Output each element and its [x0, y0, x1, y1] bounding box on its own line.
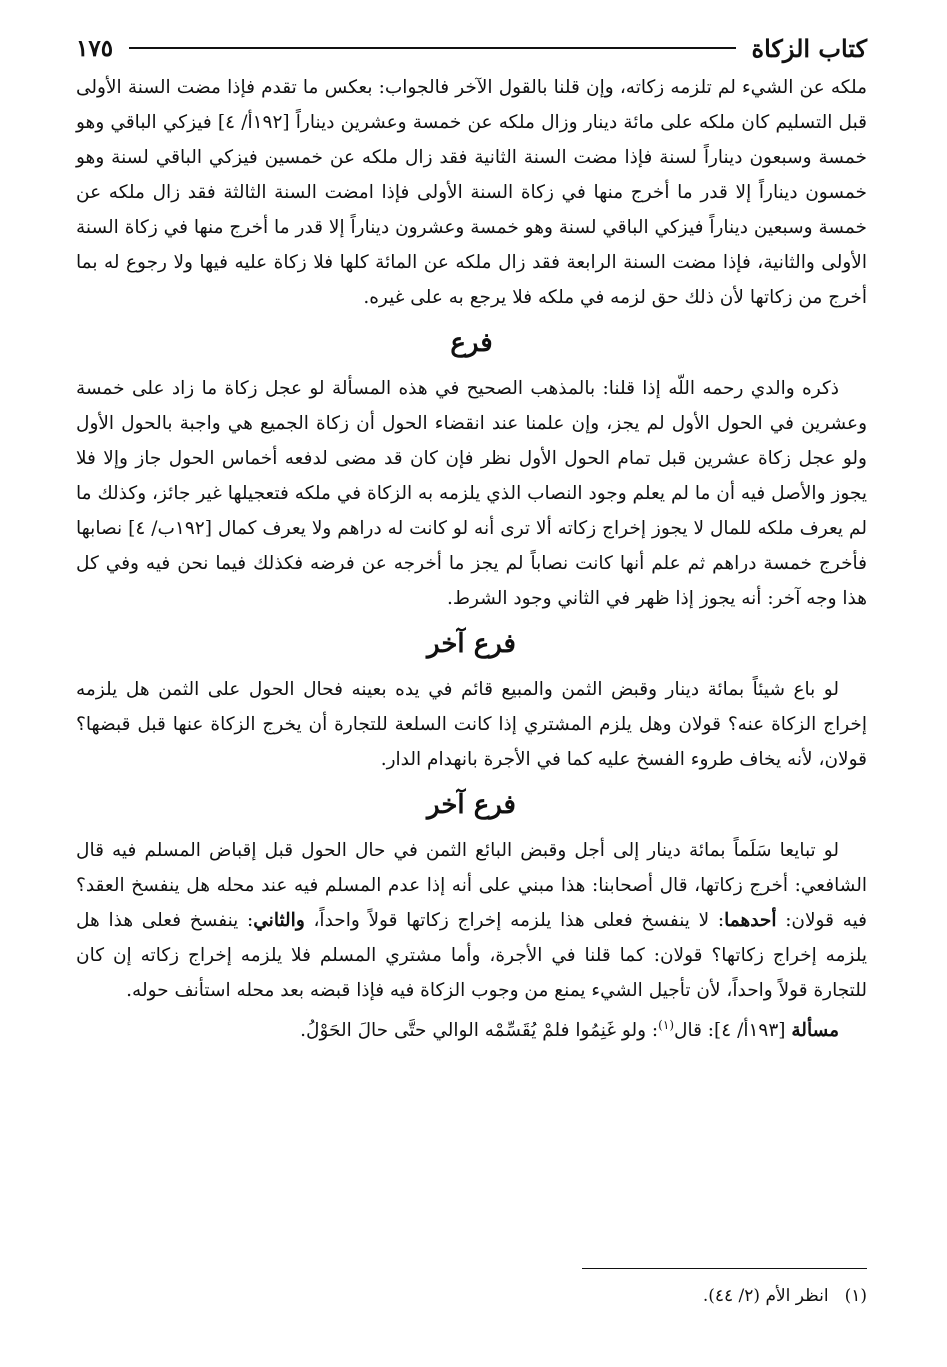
masala-label: مسألة [791, 1020, 839, 1042]
paragraph-far: ذكره والدي رحمه اللّه إذا قلنا: بالمذهب الصحيح في هذه المسألة لو عجل زكاة ما زاد على خمسة وعشرين في الحول الأول لم يجز، وإن علمنا عند انقضاء الحول أن زكاة الجميع هي واجبة بالحول الأول ولو عجل زكاة عشرين قبل تمام الحول الأول نظر فإن كان قد مضى لدفعه أخماس الحول جاز وإلا فلا يجوز والأصل فيه أن ما لم يعلم وجود النصاب الذي يلزمه به الزكاة في ملكه فتعجيلها غير جائز، وكذلك ما لم يعرف ملكه للمال لا يجوز إخراج زكاته ألا ترى أنه لو كانت له دراهم ولا يعرف كمال [١٩٢ب/ ٤] نصابها فأخرج خمسة دراهم ثم علم أنها كانت نصاباً لم يجز ما أخرجه عن فرضه فكذلك فيما نحن فيه وفي كل هذا وجه آخر: أنه يجوز إذا ظهر في الثاني وجود الشرط. [76, 378, 867, 609]
footnote-marker[interactable]: (١) [658, 1018, 674, 1032]
text-run: : لا ينفسخ فعلى هذا يلزمه إخراج زكاتها قولاً واحداً، [313, 910, 725, 931]
header-rule [129, 47, 735, 49]
masala-paragraph [76, 1008, 867, 1048]
paragraph-far-akhar-1: لو باع شيئاً بمائة دينار وقبض الثمن والمبيع قائم في يده بعينه فحال الحول على الثمن هل يلزمه إخراج الزكاة عنه؟ قولان وهل يلزم المشتري إذا كانت السلعة للتجارة أن يخرج الزكاة عنها قبل قبضها؟ قولان، لأنه يخاف طروء الفسخ عليه كما في الأجرة بانهدام الدار. [76, 679, 867, 770]
paragraph-continuation: ملكه عن الشيء لم تلزمه زكاته، وإن قلنا بالقول الآخر فالجواب: بعكس ما تقدم فإذا مضت السنة الأولى قبل التسليم كان ملكه على مائة دينار وزال ملكه عن خمسة وعشرين ديناراً [١٩٢أ/ ٤] فيزكي الباقي وهو خمسة وسبعون ديناراً لسنة فإذا مضت السنة الثانية فقد زال ملكه عن خمسين فيزكي الباقي لسنة وهو خمسون ديناراً إلا قدر ما أخرج منها في زكاة السنة الأولى فإذا امضت السنة الثالثة فقد زال ملكه عن خمسة وسبعين ديناراً فيزكي الباقي لسنة وهو خمسة وعشرون ديناراً إلا قدر ما أخرج منها في زكاة السنة الأولى والثانية، فإذا مضت السنة الرابعة فقد زال ملكه عن المائة كلها فلا زكاة عليه فيها ولا رجوع له بما أخرج من زكاتها لأن ذلك حق لزمه في ملكه فلا يرجع به على غيره. [76, 77, 867, 308]
section-heading-far-akhar-1: فرع آخر [427, 629, 516, 659]
page-body [76, 70, 867, 1048]
running-title: كتاب الزكاة [751, 33, 867, 63]
text-run: : ينفسخ فعلى هذا هل يلزمه إخراج زكاتها؟ قولان: كما قلنا في الأجرة، وأما مشتري المسلم فلا يلزمه إخراج زكاته إن كان للتجارة قولاً واحداً، لأن تأجيل الشيء يمنع من وجوب الزكاة فيه فإذا قبضه بعد محله استأنف حوله. [76, 910, 867, 1001]
page-number: ١٧٥ [76, 34, 114, 62]
footnote-number: (١) [844, 1286, 867, 1306]
masala-text: : ولو غَنِمُوا فلمْ يُقَسِّمْه الوالي حتَّى حالَ الحَوْلُ. [300, 1020, 659, 1042]
footnote [76, 1282, 867, 1310]
page-header [76, 28, 867, 68]
manuscript-ref: [١٩٣أ/ ٤]: قال [674, 1020, 792, 1042]
footnote-text: انظر الأم (٢/ ٤٤). [702, 1286, 829, 1306]
section-heading-far-akhar-2: فرع آخر [427, 790, 516, 820]
paragraph-far-akhar-2 [76, 833, 867, 1008]
bold-term-second: والثاني [253, 910, 305, 931]
bold-term-first: أحدهما [724, 910, 777, 931]
footnote-divider [582, 1268, 867, 1269]
text-run: لو تبايعا سَلَماً بمائة دينار إلى أجل وقبض البائع الثمن في حال الحول قبل إقباض المسلم فيه قال الشافعي: أخرج زكاتها، قال أصحابنا: هذا مبني على أنه إذا عدم المسلم فيه عند محله هل ينفسخ العقد؟ فيه قولان: [76, 840, 867, 931]
section-heading-far: فرع [450, 328, 493, 358]
